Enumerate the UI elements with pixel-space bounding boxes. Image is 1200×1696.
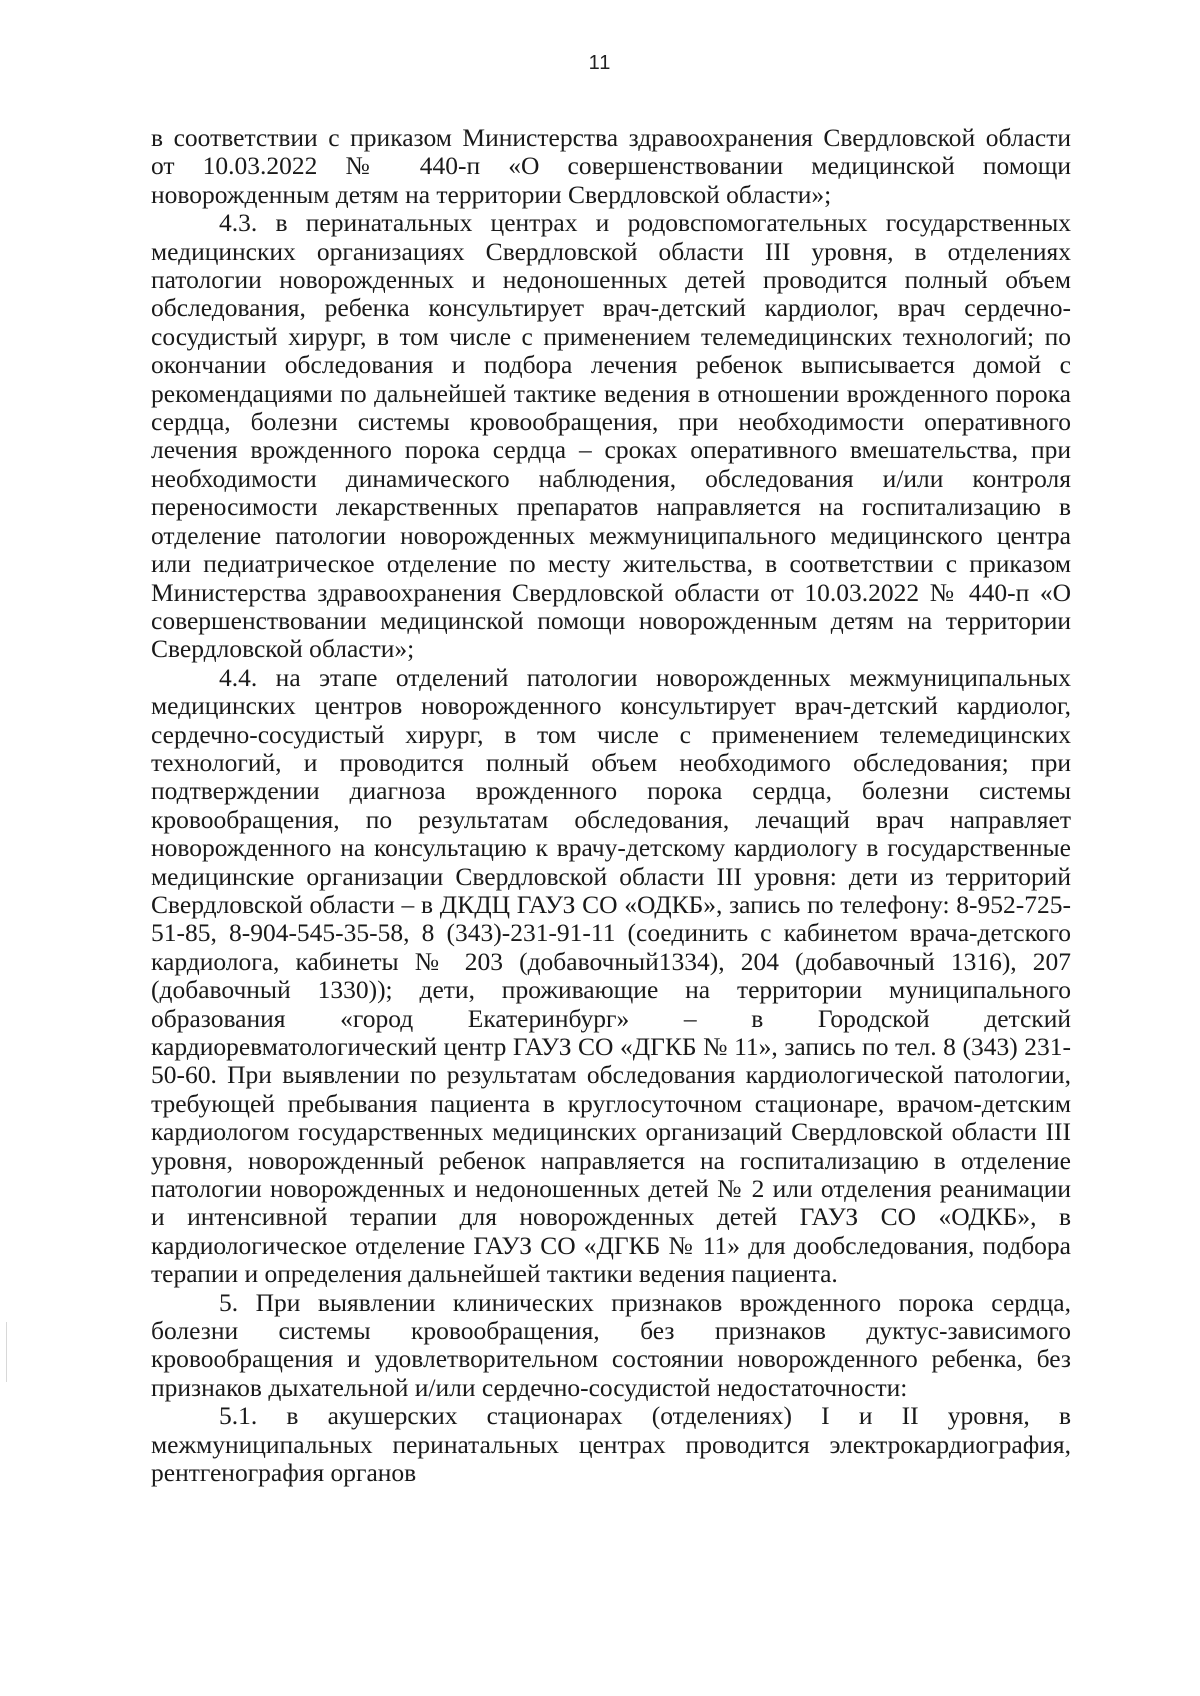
paragraph-item-5-1: 5.1. в акушерских стационарах (отделениях) I и II уровня, в межмуниципальных перинатальных центрах проводится электрокардиография, рентгенография органов — [151, 1401, 1071, 1488]
document-body — [151, 124, 1071, 1488]
paragraph-item-4-4: 4.4. на этапе отделений патологии новорожденных межмуниципальных медицинских центров новорожденного консультирует врач-детский кардиолог, сердечно-сосудистый хирург, в том числе с применением телемедицинских технологий, и проводится полный объем необходимого обследования; при подтверждении диагноза врожденного порока сердца, болезни системы кровообращения, по результатам обследования, лечащий врач направляет новорожденного на консультацию к врачу-детскому кардиологу в государственные медицинские организации Свердловской области III уровня: дети из территорий Свердловской области – в ДКДЦ ГАУЗ СО «ОДКБ», запись по телефону: 8-952-725-51-85, 8-904-545-35-58, 8 (343)-231-91-11 (соединить с кабинетом врача-детского кардиолога, кабинеты № 203 (добавочный1334), 204 (добавочный 1316), 207 (добавочный 1330)); дети, проживающие на территории муниципального образования «город Екатеринбург» – в Городской детский кардиоревматологический центр ГАУЗ СО «ДГКБ № 11», запись по тел. 8 (343) 231-50-60. При выявлении по результатам обследования кардиологической патологии, требующей пребывания пациента в круглосуточном стационаре, врачом-детским кардиологом государственных медицинских организаций Свердловской области III уровня, новорожденный ребенок направляется на госпитализацию в отделение патологии новорожденных и недоношенных детей № 2 или отделения реанимации и интенсивной терапии для новорожденных детей ГАУЗ СО «ОДКБ», в кардиологическое отделение ГАУЗ СО «ДГКБ № 11» для дообследования, подбора терапии и определения дальнейшей тактики ведения пациента. — [151, 662, 1071, 1289]
scan-margin-mark — [6, 1322, 7, 1382]
paragraph-item-4-3: 4.3. в перинатальных центрах и родовспомогательных государственных медицинских организациях Свердловской области III уровня, в отделениях патологии новорожденных и недоношенных детей проводится полный объем обследования, ребенка консультирует врач-детский кардиолог, врач сердечно-сосудистый хирург, в том числе с применением телемедицинских технологий; по окончании обследования и подбора лечения ребенок выписывается домой с рекомендациями по дальнейшей тактике ведения в отношении врожденного порока сердца, болезни системы кровообращения, при необходимости оперативного лечения врожденного порока сердца – сроках оперативного вмешательства, при необходимости динамического наблюдения, обследования и/или контроля переносимости лекарственных препаратов направляется на госпитализацию в отделение патологии новорожденных межмуниципального медицинского центра или педиатрическое отделение по месту жительства, в соответствии с приказом Министерства здравоохранения Свердловской области от 10.03.2022 № 440-п «О совершенствовании медицинской помощи новорожденным детям на территории Свердловской области»; — [151, 208, 1071, 664]
paragraph-continuation: в соответствии с приказом Министерства здравоохранения Свердловской области от 10.03.2022 № 440-п «О совершенствовании медицинской помощи новорожденным детям на территории Свердловской области»; — [151, 123, 1071, 209]
page-number: 11 — [588, 52, 612, 74]
paragraph-item-5: 5. При выявлении клинических признаков врожденного порока сердца, болезни системы кровообращения, без признаков дуктус-зависимого кровообращения и удовлетворительном состоянии новорожденного ребенка, без признаков дыхательной и/или сердечно-сосудистой недостаточности: — [151, 1287, 1071, 1402]
